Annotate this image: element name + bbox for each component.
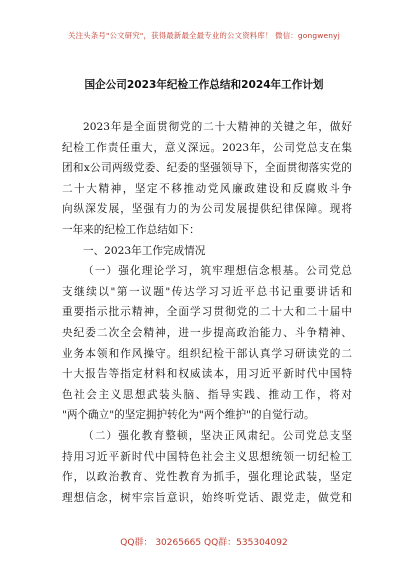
body-line: 央纪委二次全会精神，进一步提高政治能力、斗争精神、 bbox=[62, 326, 352, 339]
body-line: 支继续以"第一议题"传达学习习近平总书记重要讲话和 bbox=[62, 285, 352, 298]
document-title: 国企公司2023年纪检工作总结和2024年工作计划 bbox=[84, 79, 324, 91]
body-line: 持用习近平新时代中国特色社会主义思想统领一切纪检工 bbox=[62, 450, 352, 463]
header-notice: 关注头条号"公文研究"，获得最新最全最专业的公文资料库！ 微信：gongwenyj bbox=[68, 31, 340, 40]
footer-qq-groups: QQ群： 30265665 QQ群：535304092 bbox=[120, 538, 288, 548]
body-line: 一年来的纪检工作总结如下： bbox=[62, 223, 200, 236]
body-line: 二十大精神，坚定不移推动党风廉政建设和反腐败斗争 bbox=[62, 182, 352, 195]
subsection-heading: （一）强化理论学习，筑牢理想信念根基。公司党总 bbox=[83, 265, 352, 278]
body-line: 业务本领和作风操守。组织纪检干部认真学习研读党的二 bbox=[62, 347, 352, 360]
body-line: 色社会主义思想武装头脑、指导实践、推动工作，将对 bbox=[62, 388, 352, 401]
body-line: 重要指示批示精神，全面学习贯彻党的二十大和二十届中 bbox=[62, 306, 352, 319]
body-line: 理想信念，树牢宗旨意识，始终听党话、跟党走，做党和 bbox=[62, 491, 352, 504]
section-heading: 一、2023年工作完成情况 bbox=[83, 244, 206, 257]
body-line: 团和x公司两级党委、纪委的坚强领导下，全面贯彻落实党的 bbox=[62, 162, 352, 175]
body-line: 2023年是全面贯彻党的二十大精神的关键之年，做好 bbox=[83, 121, 352, 133]
body-line: "两个确立"的坚定拥护转化为"两个维护"的自觉行动。 bbox=[62, 409, 315, 422]
document-body bbox=[62, 117, 352, 508]
body-line: 向纵深发展，坚强有力的为公司发展提供纪律保障。现将 bbox=[62, 203, 352, 216]
body-line: 作，以政治教育、党性教育为抓手，强化理论武装，坚定 bbox=[62, 471, 352, 484]
subsection-heading: （二）强化教育整顿，坚决正风肃纪。公司党总支坚 bbox=[83, 429, 352, 442]
body-line: 十大报告等指定材料和权威读本，用习近平新时代中国特 bbox=[62, 368, 352, 381]
body-line: 纪检工作责任重大，意义深远。2023年，公司党总支在集 bbox=[62, 141, 352, 154]
